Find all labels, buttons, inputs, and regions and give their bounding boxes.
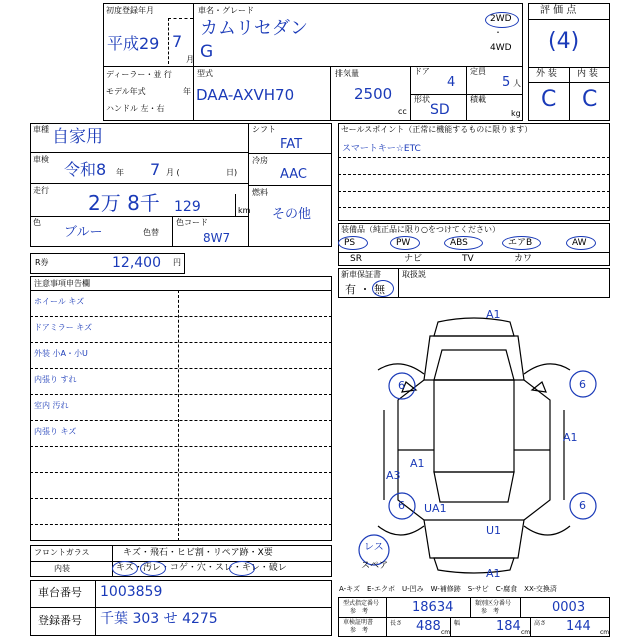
damage-mark-left-door: A1 — [410, 457, 425, 470]
first-reg-era: 平成29 — [107, 34, 160, 53]
type-label: 型式 — [197, 69, 213, 78]
first-reg-month-unit: 月 — [186, 55, 194, 64]
length-unit: 長さ — [390, 620, 403, 627]
mileage-value: 2万 8千 — [88, 191, 160, 215]
width-unit: 幅 — [454, 620, 461, 627]
model-year-label: モデル年式 — [106, 87, 146, 96]
equipment-circle — [566, 236, 596, 250]
damage-mark-rear: A1 — [486, 567, 501, 580]
category-sub: 参 考 — [481, 608, 500, 615]
type-value: DAA-AXVH70 — [196, 86, 295, 104]
color-label: 色 — [33, 218, 41, 227]
category-label: 類別区分番号 — [475, 600, 512, 607]
car-name: カムリセダン — [200, 18, 308, 39]
shape-label: 形状 — [414, 95, 430, 104]
displacement-label: 排気量 — [335, 69, 359, 78]
registration-label: 登録番号 — [38, 614, 82, 627]
equipment-title: 装備品（純正品に限り○をつけてください） — [341, 225, 500, 234]
aircon-value: AAC — [280, 167, 307, 182]
height-cm: cm — [600, 629, 610, 636]
damage-mark-front: A1 — [486, 308, 501, 321]
equipment-circle — [444, 236, 483, 250]
sales-value: スマートキー☆ETC — [342, 144, 421, 154]
notes-title: 注意事項申告欄 — [34, 279, 90, 288]
drive-4wd: 4WD — [490, 43, 512, 53]
door-value: 4 — [447, 75, 456, 90]
interior-scratch-circle — [112, 561, 138, 576]
inspection-day-unit: 日) — [226, 168, 238, 177]
wheel-mark-fl: 6 — [398, 379, 405, 392]
note-item: 内張り キズ — [34, 427, 77, 436]
length-label: 車検証明書 — [343, 619, 374, 626]
equipment-item: PS — [344, 238, 356, 248]
km-unit: km — [238, 206, 251, 215]
car-name-label: 車名・グレード — [198, 6, 254, 15]
inspection-month: 7 — [150, 160, 161, 179]
score-label: 評 価 点 — [540, 5, 577, 16]
height-value: 144 — [566, 619, 591, 634]
cc-unit: cc — [398, 107, 407, 116]
type-cert-value: 18634 — [412, 600, 454, 615]
mileage-sub: 129 — [174, 199, 201, 215]
warranty-none-circle — [372, 280, 394, 297]
sales-title: セールスポイント（正常に機能するものに限ります） — [341, 125, 533, 134]
recycle-section — [30, 253, 185, 274]
drive-2wd: 2WD — [490, 14, 512, 24]
wheel-mark-rr: 6 — [579, 499, 586, 512]
height-unit: 高さ — [534, 620, 547, 627]
shift-value: FAT — [280, 137, 303, 152]
color-code-label: 色コード — [176, 218, 208, 227]
equipment-item: SR — [350, 254, 362, 264]
recycle-unit: 円 — [173, 258, 181, 267]
chassis-label: 車台番号 — [38, 586, 82, 599]
capacity-label: 定員 — [470, 67, 486, 76]
header-section — [103, 3, 523, 121]
spare-label: スペア — [361, 561, 389, 571]
kg-unit: kg — [511, 109, 521, 118]
drive-dot: ・ — [494, 28, 502, 37]
first-reg-label: 初度登録年月 — [106, 6, 154, 15]
interior-value: C — [582, 87, 598, 112]
paint-label: 色替 — [143, 228, 159, 237]
wheel-mark-fr: 6 — [579, 378, 586, 391]
mileage-label: 走行 — [33, 186, 49, 195]
interior-text: キズ・汚レ・コゲ・穴・スレ・キレ・破レ — [116, 563, 287, 573]
model-year-unit: 年 — [183, 87, 191, 96]
damage-mark-trunk: U1 — [486, 524, 502, 537]
note-item: 室内 汚れ — [34, 401, 69, 410]
chassis-value: 1003859 — [100, 584, 163, 600]
shape-value: SD — [430, 102, 450, 118]
fuel-value: その他 — [272, 207, 312, 222]
car-grade: G — [200, 42, 214, 62]
equipment-item: ナビ — [404, 254, 423, 264]
width-value: 184 — [496, 619, 521, 634]
recycle-value: 12,400 — [112, 255, 161, 271]
equipment-item: エアB — [508, 238, 533, 248]
score-value: (4) — [548, 29, 580, 54]
exterior-value: C — [541, 87, 557, 112]
color-code-value: 8W7 — [203, 231, 231, 245]
warranty-label: 新車保証書 — [341, 270, 381, 279]
displacement-value: 2500 — [354, 85, 393, 103]
fuel-label: 燃料 — [252, 188, 268, 197]
warranty-value: 有 ・ 無 — [345, 283, 385, 296]
width-cm: cm — [521, 629, 531, 636]
type-cert-label: 型式指定番号 — [343, 600, 380, 607]
inspection-year-unit: 年 — [116, 168, 124, 177]
aircon-label: 冷房 — [252, 156, 268, 165]
equipment-item: AW — [572, 238, 587, 248]
first-reg-month: 7 — [172, 32, 183, 51]
damage-mark-left-rear: A3 — [386, 469, 401, 482]
length-value: 488 — [416, 619, 441, 634]
glass-label: フロントガラス — [34, 548, 90, 557]
color-value: ブルー — [64, 225, 103, 240]
category-value: 0003 — [552, 600, 586, 615]
inspection-era: 令和8 — [64, 160, 107, 179]
vehicle-type-label: 車種 — [33, 125, 49, 134]
spare-mark: レス — [364, 542, 384, 553]
type-cert-sub: 参 考 — [350, 608, 369, 615]
note-item: ホイール キズ — [34, 297, 85, 306]
manual-label: 取扱説 — [402, 270, 426, 279]
damage-legend: A-キズ E-エクボ U-凹み W-補修跡 S-サビ C-腐食 XX-交換済 — [339, 585, 557, 593]
damage-mark-right-side: A1 — [563, 431, 578, 444]
handle-label: ハンドル 左・右 — [106, 104, 165, 113]
equipment-circle — [338, 236, 368, 250]
equipment-circle — [390, 236, 420, 250]
interior-label: 内 装 — [577, 69, 598, 79]
interior-label-row: 内装 — [54, 564, 70, 573]
equipment-item: ABS — [450, 238, 468, 248]
equipment-item: カワ — [514, 254, 533, 264]
shift-label: シフト — [252, 125, 276, 134]
capacity-unit: 人 — [513, 79, 521, 88]
recycle-label: R券 — [35, 258, 49, 267]
inspection-label: 車検 — [33, 155, 49, 164]
vehicle-type-value: 自家用 — [52, 127, 103, 147]
inspection-month-unit: 月 ( — [166, 168, 180, 177]
note-item: 外装 小A・小U — [34, 349, 88, 358]
interior-dirt-circle — [140, 561, 166, 576]
length-cm: cm — [441, 629, 451, 636]
damage-mark-left-bumper: UA1 — [424, 502, 447, 515]
note-item: 内張り すれ — [34, 375, 77, 384]
length-sub: 参 考 — [350, 627, 369, 634]
exterior-label: 外 装 — [536, 69, 557, 79]
equipment-item: TV — [462, 254, 474, 264]
wheel-mark-rl: 6 — [398, 499, 405, 512]
registration-value: 千葉 303 せ 4275 — [100, 611, 218, 627]
interior-rub-circle — [229, 561, 255, 576]
note-item: ドアミラー キズ — [34, 323, 93, 332]
door-label: ドア — [414, 67, 430, 76]
load-label: 積載 — [470, 95, 486, 104]
capacity-value: 5 — [502, 75, 511, 90]
equipment-item: PW — [396, 238, 411, 248]
equipment-circle — [502, 236, 541, 250]
glass-text: キズ・飛石・ヒビ割・リペア跡・X要 — [123, 548, 273, 558]
dealer-label: ディーラー・並 行 — [106, 70, 172, 79]
